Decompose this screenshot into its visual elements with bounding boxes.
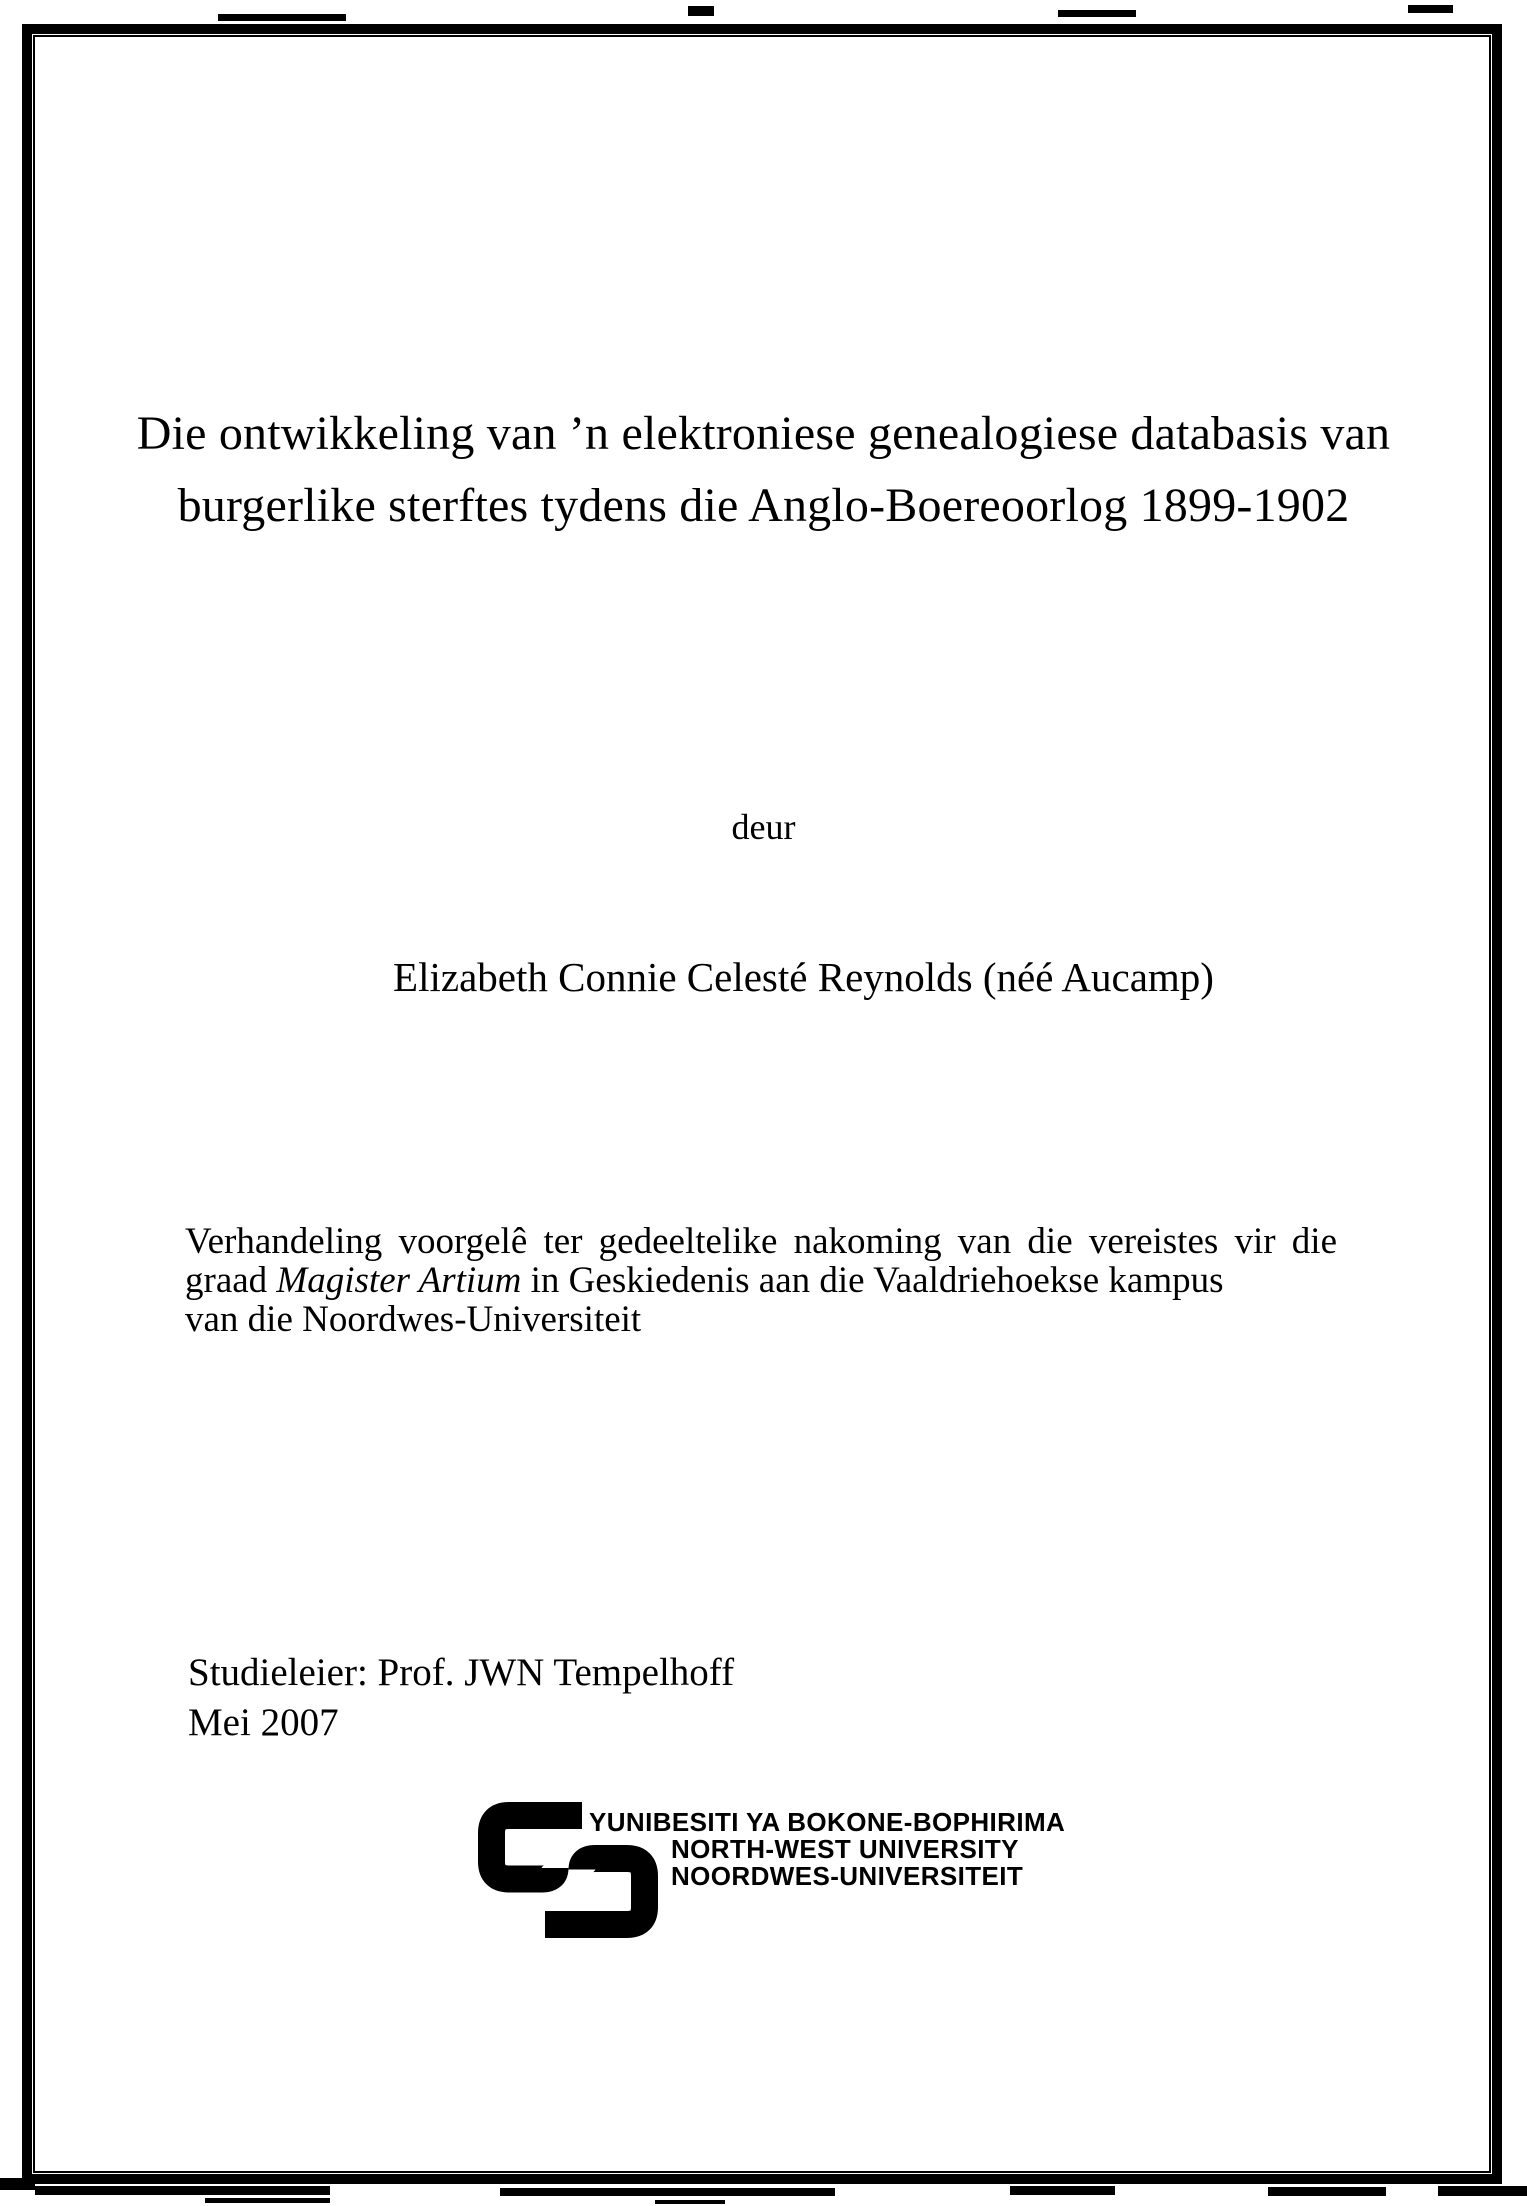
scan-noise <box>35 2186 330 2195</box>
author-name: Elizabeth Connie Celesté Reynolds (néé Aucamp) <box>393 954 1214 1000</box>
thesis-title <box>0 398 1527 542</box>
scan-noise <box>205 2198 330 2203</box>
declaration-line-3: van die Noordwes-Universiteit <box>185 1299 642 1340</box>
declaration-line-2-suffix: in Geskiedenis aan die Vaaldriehoekse kampus <box>521 1260 1224 1301</box>
scan-noise <box>688 6 714 16</box>
degree-name: Magister Artium <box>276 1260 522 1301</box>
scan-noise <box>1058 10 1136 17</box>
scan-noise <box>1268 2187 1386 2196</box>
scan-noise <box>218 14 346 21</box>
declaration-line-1: Verhandeling voorgelê ter gedeeltelike nakoming van die vereistes vir die <box>185 1221 1337 1262</box>
declaration-paragraph <box>185 1222 1337 1339</box>
scan-noise <box>1408 5 1453 13</box>
thesis-title-line-1: Die ontwikkeling van ’n elektroniese genealogiese databasis van <box>136 407 1391 460</box>
byline-label: deur <box>731 807 796 847</box>
nwu-logo-line-1: YUNIBESITI YA BOKONE-BOPHIRIMA <box>589 1807 1066 1837</box>
nwu-logo-line-2: NORTH-WEST UNIVERSITY <box>671 1834 1019 1864</box>
scan-noise <box>0 2178 35 2190</box>
supervisor-line: Studieleier: Prof. JWN Tempelhoff <box>188 1651 735 1694</box>
declaration-line-2-prefix: graad <box>185 1260 277 1301</box>
declaration-line-2 <box>185 1261 1337 1300</box>
thesis-title-line-2: burgerlike sterftes tydens die Anglo-Boereoorlog 1899-1902 <box>177 479 1350 532</box>
scan-noise <box>655 2200 725 2204</box>
scan-noise <box>1438 2186 1527 2196</box>
scan-noise <box>1010 2186 1115 2195</box>
nwu-logo-line-3: NOORDWES-UNIVERSITEIT <box>671 1861 1024 1891</box>
supervisor-block <box>188 1648 734 1748</box>
nwu-logo-wordmark <box>589 1809 1065 1890</box>
scan-noise <box>500 2188 835 2196</box>
date-line: Mei 2007 <box>188 1701 339 1744</box>
